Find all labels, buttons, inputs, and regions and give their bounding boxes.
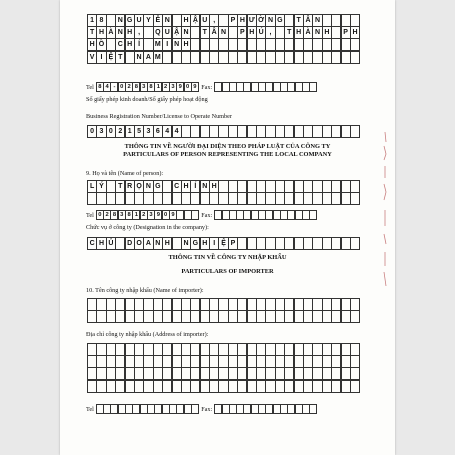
grid-cell[interactable]: H — [322, 26, 332, 39]
importer-address-label: Địa chỉ công ty nhập khẩu (Address of importer): — [86, 331, 209, 338]
grid-cell[interactable] — [350, 355, 360, 368]
phone-digit-cell[interactable]: 9 — [176, 82, 184, 92]
grid-cell[interactable]: U — [134, 14, 144, 27]
phone-digit-cell[interactable]: 3 — [118, 210, 126, 220]
grid-cell[interactable]: N — [115, 26, 125, 39]
grid-cell[interactable] — [350, 38, 360, 51]
grid-row — [87, 192, 359, 204]
grid-cell[interactable]: M — [153, 51, 163, 64]
grid-row — [87, 367, 359, 379]
grid-cell[interactable]: N — [115, 14, 125, 27]
grid-cell[interactable] — [350, 51, 360, 64]
fax-field-2[interactable] — [214, 210, 316, 220]
phone-digit-cell[interactable] — [191, 404, 199, 414]
grid-cell[interactable]: N — [312, 14, 322, 27]
grid-cell[interactable]: 3 — [143, 125, 153, 138]
grid-cell[interactable]: I — [96, 51, 106, 64]
grid-cell[interactable]: Q — [153, 26, 163, 39]
grid-cell[interactable]: 5 — [134, 125, 144, 138]
grid-cell[interactable]: N — [153, 237, 163, 250]
grid-cell[interactable]: Â — [209, 26, 219, 39]
tel-field-2[interactable] — [96, 210, 198, 220]
grid-cell[interactable]: G — [190, 237, 200, 250]
grid-cell[interactable]: Ủ — [106, 237, 116, 250]
grid-cell[interactable]: 1 — [125, 125, 135, 138]
phone-digit-cell[interactable] — [309, 82, 317, 92]
phone-digit-cell[interactable]: 0 — [118, 82, 126, 92]
grid-cell[interactable]: N — [172, 38, 182, 51]
grid-cell[interactable]: G — [125, 14, 135, 27]
grid-cell[interactable]: Í — [190, 180, 200, 193]
grid-cell[interactable]: D — [125, 237, 135, 250]
grid-cell[interactable] — [350, 192, 360, 205]
tel-label: Tel — [86, 405, 94, 413]
grid-cell[interactable]: H — [350, 26, 360, 39]
grid-cell[interactable]: H — [96, 26, 106, 39]
grid-cell[interactable]: Ệ — [218, 237, 228, 250]
grid-row — [87, 355, 359, 367]
grid-cell[interactable]: Ú — [256, 26, 266, 39]
phone-digit-cell[interactable]: 0 — [184, 82, 192, 92]
grid-cell[interactable]: I — [162, 38, 172, 51]
grid-cell[interactable]: Ọ — [134, 180, 144, 193]
grid-cell[interactable] — [350, 237, 360, 250]
grid-row — [87, 180, 359, 192]
grid-cell[interactable] — [350, 180, 360, 193]
grid-cell[interactable]: Í — [134, 38, 144, 51]
grid-cell[interactable]: H — [247, 26, 257, 39]
grid-cell[interactable]: 6 — [153, 125, 163, 138]
fax-label: Fax: — [201, 83, 213, 91]
grid-cell[interactable]: Ư — [247, 14, 257, 27]
grid-row — [87, 51, 359, 63]
grid-cell[interactable]: P — [228, 237, 238, 250]
grid-cell[interactable]: Ồ — [96, 38, 106, 51]
license-label-vn: Số giấy phép kinh doanh/Số giấy phép hoạt động — [86, 96, 208, 103]
form-page — [60, 0, 395, 455]
phone-digit-cell[interactable]: 3 — [169, 82, 177, 92]
grid-cell[interactable] — [350, 380, 360, 393]
grid-cell[interactable]: N — [134, 51, 144, 64]
grid-cell[interactable]: V — [87, 51, 97, 64]
grid-cell[interactable]: 2 — [115, 125, 125, 138]
grid-cell[interactable]: A — [143, 237, 153, 250]
grid-cell[interactable]: H — [162, 237, 172, 250]
name-grid[interactable] — [87, 180, 359, 204]
grid-cell[interactable]: Â — [303, 14, 313, 27]
grid-cell[interactable]: L — [87, 180, 97, 193]
grid-cell[interactable]: Y — [143, 14, 153, 27]
grid-cell[interactable]: H — [87, 38, 97, 51]
name-label: 9. Họ và tên (Name of person): — [86, 170, 164, 177]
grid-cell[interactable]: G — [153, 180, 163, 193]
grid-cell[interactable]: 0 — [87, 125, 97, 138]
phone-digit-cell[interactable]: 2 — [103, 210, 111, 220]
grid-cell[interactable]: 0 — [106, 125, 116, 138]
grid-cell[interactable]: Ệ — [106, 51, 116, 64]
phone-digit-cell[interactable]: 9 — [191, 82, 199, 92]
grid-cell[interactable]: C — [172, 180, 182, 193]
grid-cell[interactable]: H — [209, 180, 219, 193]
phone-digit-cell[interactable]: 2 — [162, 82, 170, 92]
grid-cell[interactable]: , — [134, 26, 144, 39]
grid-cell[interactable]: Ễ — [153, 14, 163, 27]
phone-digit-cell[interactable]: 1 — [154, 82, 162, 92]
grid-cell[interactable]: H — [181, 38, 191, 51]
grid-row — [87, 38, 359, 50]
grid-cell[interactable]: P — [237, 26, 247, 39]
phone-digit-cell[interactable]: 8 — [125, 210, 133, 220]
tel-field-3[interactable] — [96, 404, 198, 414]
phone-digit-cell[interactable] — [309, 210, 317, 220]
grid-cell[interactable] — [350, 125, 360, 138]
grid-cell[interactable]: R — [125, 180, 135, 193]
importer-name-label: 10. Tên công ty nhập khẩu (Name of importer): — [86, 287, 204, 294]
grid-cell[interactable]: Ờ — [256, 14, 266, 27]
grid-row — [87, 237, 359, 249]
phone-digit-cell[interactable]: 9 — [169, 210, 177, 220]
position-grid[interactable] — [87, 237, 359, 249]
phone-digit-cell[interactable]: 0 — [162, 210, 170, 220]
phone-digit-cell[interactable]: 8 — [132, 82, 140, 92]
phone-digit-cell[interactable]: 8 — [96, 82, 104, 92]
phone-digit-cell[interactable] — [309, 404, 317, 414]
grid-cell[interactable]: N — [181, 26, 191, 39]
fax-label: Fax: — [201, 211, 213, 219]
grid-cell[interactable]: H — [125, 26, 135, 39]
phone-digit-cell[interactable]: 4 — [103, 82, 111, 92]
grid-cell[interactable]: 4 — [172, 125, 182, 138]
grid-cell[interactable]: H — [125, 38, 135, 51]
grid-cell[interactable]: N — [265, 14, 275, 27]
grid-cell[interactable]: H — [200, 237, 210, 250]
grid-cell[interactable]: U — [162, 26, 172, 39]
fax-field-3[interactable] — [214, 404, 316, 414]
tel-label: Tel — [86, 83, 94, 91]
grid-cell[interactable]: T — [115, 180, 125, 193]
grid-cell[interactable]: H — [96, 237, 106, 250]
phone-digit-cell[interactable]: 0 — [96, 210, 104, 220]
grid-cell[interactable]: Ậ — [172, 26, 182, 39]
grid-cell[interactable]: U — [200, 14, 210, 27]
importer-heading-vn: THÔNG TIN VỀ CÔNG TY NHẬP KHẨU — [168, 254, 287, 261]
tel-fax-row-3 — [86, 404, 317, 414]
phone-digit-cell[interactable]: 3 — [147, 210, 155, 220]
phone-digit-cell[interactable]: 3 — [140, 82, 148, 92]
grid-cell[interactable]: H — [181, 14, 191, 27]
grid-cell[interactable]: N — [218, 26, 228, 39]
grid-cell[interactable]: M — [153, 38, 163, 51]
tel-fax-row-2 — [86, 210, 317, 220]
grid-cell[interactable] — [350, 298, 360, 311]
grid-cell[interactable]: N — [181, 237, 191, 250]
grid-cell[interactable]: N — [162, 14, 172, 27]
grid-cell[interactable] — [350, 14, 360, 27]
phone-digit-cell[interactable] — [191, 210, 199, 220]
grid-cell[interactable]: A — [143, 51, 153, 64]
grid-cell[interactable]: À — [303, 26, 313, 39]
importer-address-grid[interactable] — [87, 343, 359, 392]
grid-row — [87, 125, 359, 137]
grid-cell[interactable]: 8 — [96, 14, 106, 27]
license-label-en: Business Registration Number/License to Operate Number — [86, 113, 232, 120]
grid-cell[interactable]: 3 — [96, 125, 106, 138]
grid-cell[interactable]: T — [115, 51, 125, 64]
grid-cell[interactable]: Ậ — [190, 14, 200, 27]
handwritten-margin-mark — [380, 130, 390, 290]
phone-digit-cell[interactable]: 2 — [125, 82, 133, 92]
position-label: Chức vụ ở công ty (Designation in the company): — [86, 224, 209, 231]
importer-heading-en: PARTICULARS OF IMPORTER — [181, 268, 274, 275]
importer-name-grid[interactable] — [87, 298, 359, 322]
grid-row — [87, 14, 359, 26]
grid-cell[interactable]: 4 — [162, 125, 172, 138]
grid-cell[interactable]: C — [115, 38, 125, 51]
tel-fax-row-1 — [86, 82, 317, 92]
fax-label: Fax: — [201, 405, 213, 413]
grid-cell[interactable]: À — [106, 26, 116, 39]
rep-heading-vn: THÔNG TIN VỀ NGƯỜI ĐẠI DIỆN THEO PHÁP LUẬT CỦA CÔNG TY — [124, 143, 331, 150]
tel-label: Tel — [86, 211, 94, 219]
grid-row — [87, 298, 359, 310]
grid-cell[interactable]: N — [200, 180, 210, 193]
phone-digit-cell[interactable]: 2 — [140, 210, 148, 220]
license-number-grid[interactable] — [87, 125, 359, 137]
grid-cell[interactable]: , — [265, 26, 275, 39]
grid-cell[interactable]: N — [312, 26, 322, 39]
grid-cell[interactable]: H — [294, 26, 304, 39]
tel-field-1[interactable] — [96, 82, 198, 92]
grid-cell[interactable]: O — [134, 237, 144, 250]
grid-row — [87, 26, 359, 38]
grid-cell[interactable]: I — [209, 237, 219, 250]
grid-cell[interactable]: N — [143, 180, 153, 193]
phone-digit-cell[interactable]: 9 — [154, 210, 162, 220]
address-grid — [87, 14, 359, 63]
rep-heading-en: PARTICULARS OF PERSON REPRESENTING THE LOCAL COMPANY — [123, 151, 332, 158]
grid-cell[interactable]: Ý — [96, 180, 106, 193]
grid-cell[interactable]: , — [209, 14, 219, 27]
grid-cell[interactable] — [350, 367, 360, 380]
grid-row — [87, 310, 359, 322]
phone-digit-cell[interactable]: 1 — [132, 210, 140, 220]
grid-cell[interactable]: P — [341, 26, 351, 39]
grid-cell[interactable]: H — [237, 14, 247, 27]
grid-cell[interactable]: T — [284, 26, 294, 39]
grid-cell[interactable]: P — [228, 14, 238, 27]
grid-cell[interactable]: G — [275, 14, 285, 27]
grid-cell[interactable]: C — [87, 237, 97, 250]
grid-row — [87, 343, 359, 355]
fax-field-1[interactable] — [214, 82, 316, 92]
grid-cell[interactable] — [350, 310, 360, 323]
grid-cell[interactable]: 1 — [87, 14, 97, 27]
phone-digit-cell[interactable]: 8 — [110, 210, 118, 220]
grid-cell[interactable]: T — [294, 14, 304, 27]
grid-cell[interactable]: H — [181, 180, 191, 193]
grid-cell[interactable] — [350, 343, 360, 356]
grid-cell[interactable]: T — [200, 26, 210, 39]
phone-digit-cell[interactable]: - — [110, 82, 118, 92]
grid-cell[interactable]: T — [87, 26, 97, 39]
phone-digit-cell[interactable]: 8 — [147, 82, 155, 92]
grid-row — [87, 380, 359, 392]
